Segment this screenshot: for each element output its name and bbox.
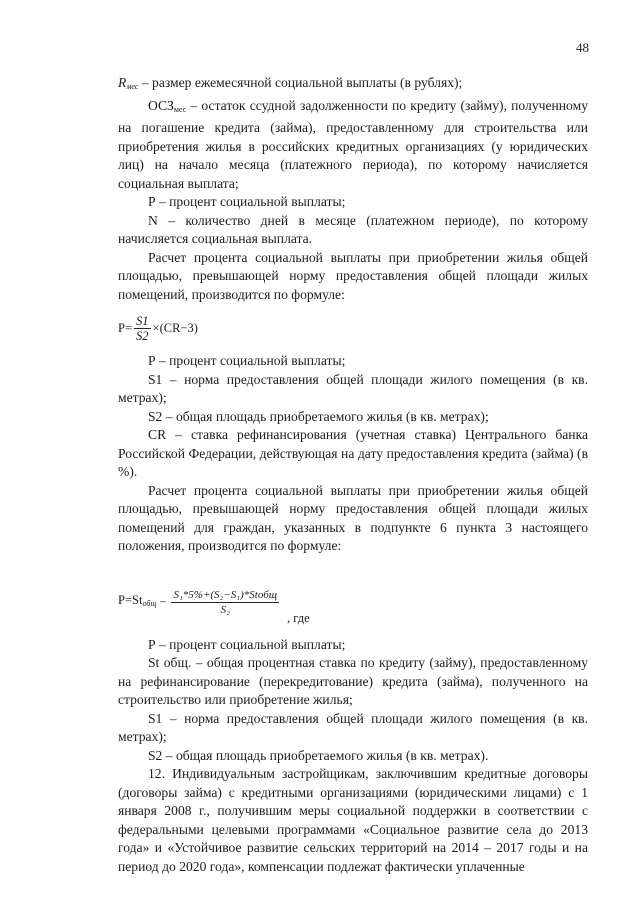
cr-definition: CR – ставка рефинансирования (учетная ставка) Центрального банка Российской Федерации, действующая на дату предоставления кредита (займа) (в %).: [118, 427, 588, 479]
s1-definition-1: S1 – норма предоставления общей площади жилого помещения (в кв. метрах);: [118, 371, 588, 405]
rmes-definition: $R_{мес}$ – размер ежемесячной социальной выплаты (в рублях);: [118, 75, 463, 91]
s2-definition-1: S2 – общая площадь приобретаемого жилья (в кв. метрах);: [148, 408, 489, 424]
p-definition-1: Р – процент социальной выплаты;: [148, 194, 346, 209]
p-definition-3: Р – процент социальной выплаты;: [148, 636, 346, 652]
paragraph-formula-2-intro: Расчет процента социальной выплаты при приобретении жилья общей площадью, превышающей норму предоставления общей площади жилых помещений для граждан, указанных в подпункте 6 пункта 3 настоящего положения, производится по формуле:: [118, 482, 588, 553]
formula-2-fraction: $\frac{\text{S₁*5\%+(S₂−S₁)*Stобщ}}{\text{S₂}}$: [173, 589, 278, 616]
p-definition-2: Р – процент социальной выплаты;: [148, 353, 346, 368]
s2-definition-2: S2 – общая площадь приобретаемого жилья (в кв. метрах).: [148, 747, 489, 763]
page-number: 48: [576, 40, 589, 55]
formula-2: $P=St_{общ}$ − $\frac{\text{S₁*5\%+(S₂−S₁)*Stобщ}}{\text{S₂}}$ , где: [118, 589, 310, 625]
rmes-symbol: $R_{мес}$: [118, 75, 139, 91]
page-content: [118, 74, 588, 876]
n-definition: N – количество дней в месяце (платежном периоде), по которому начисляется социальная выплата.: [118, 212, 588, 246]
paragraph-12: 12. Индивидуальным застройщикам, заключившим кредитные договоры (договоры займа) с кредитными организациями (юридическими лицами) с 1 января 2008 г., получившим меры социальной поддержки в соответствии с федеральными целевыми программами «Социальное развитие села до 2013 года» и «Устойчивое развитие сельских территорий на 2014 – 2017 годы и на период до 2020 года», компенсации подлежат фактически уплаченные: [118, 766, 588, 874]
st-definition: St общ. – общая процентная ставка по кредиту (займу), предоставленному на рефинансирование (перекредитование) кредита (займа), полученного на строительство или приобретение жилья;: [118, 655, 588, 707]
formula-1-fraction: $\frac{S1}{S2}$: [136, 313, 149, 343]
paragraph-formula-1-intro: Расчет процента социальной выплаты при приобретении жилья общей площадью, превышающей норму предоставления общей площади жилых помещений, производится по формуле:: [118, 249, 588, 302]
osz-definition: $ОСЗ_{мес}$ – остаток ссудной задолженности по кредиту (займу), полученному на погашение кредита (займа), предоставленному для строительства или приобретения жилья в российских кредитных организациях (у юридических лиц) на начало месяца (платежного периода), по которому начисляется социальная выплата;: [118, 97, 588, 191]
s1-definition-2: S1 – норма предоставления общей площади жилого помещения (в кв. метрах);: [118, 710, 588, 744]
formula-1: P= $\frac{S1}{S2}$ ×(CR−3): [118, 313, 198, 343]
osz-symbol: $ОСЗ_{мес}$: [148, 97, 187, 114]
